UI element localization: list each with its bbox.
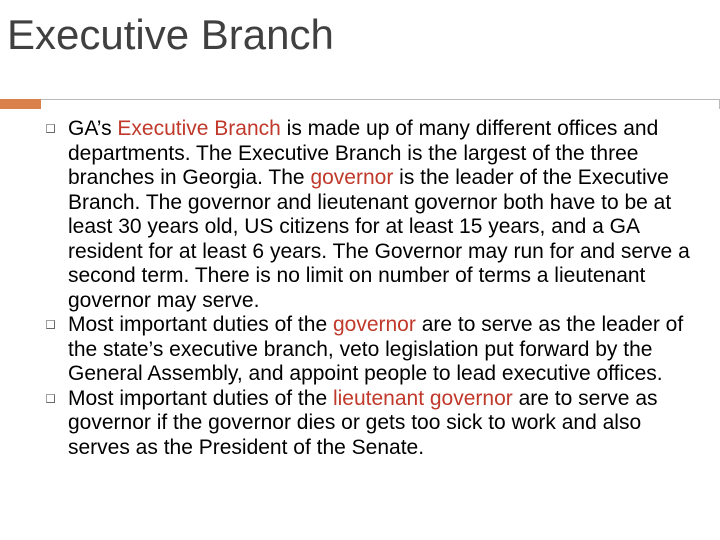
square-bullet-icon <box>46 394 55 403</box>
bullet-item-governor-duties <box>0 313 720 387</box>
title-rule-line <box>41 99 720 109</box>
highlight-governor: governor <box>310 166 394 189</box>
bullet-text: are to serve as governor if the governor dies or gets too sick to work and also serves as the President of the Senate. <box>68 386 658 459</box>
highlight-governor: governor <box>332 313 416 336</box>
slide-title: Executive Branch <box>7 11 334 58</box>
bullet-text: are to serve as the leader of the state’s executive branch, veto legislation put forward by the General Assembly, and appoint people to lead executive offices. <box>68 313 684 385</box>
highlight-lieutenant-governor: lieutenant governor <box>332 386 513 410</box>
square-bullet-icon <box>46 124 55 133</box>
bullet-text: GA’s <box>68 117 118 140</box>
bullet-text: is the leader of the Executive Branch. The governor and lieutenant governor both have to be at least 30 years old, US citizens for at least 15 years, and a GA resident for at least 6 years. The Governor may run for and serve a second term. There is no limit on number of terms a lieutenant governor may serve. <box>68 166 690 312</box>
square-bullet-icon <box>46 320 55 329</box>
bullet-text: is made up of many different offices and departments. The Executive Branch is the largest of the three branches in Georgia. The <box>68 117 659 189</box>
bullet-text: Most important duties of the <box>68 386 333 410</box>
bullet-list <box>0 117 720 460</box>
highlight-executive-branch: Executive Branch <box>117 117 281 140</box>
bullet-text: Most important duties of the <box>68 313 333 336</box>
bullet-item-lieutenant-governor-duties <box>0 387 720 461</box>
bullet-item-executive-branch <box>0 117 720 313</box>
title-rule-accent <box>0 99 41 109</box>
